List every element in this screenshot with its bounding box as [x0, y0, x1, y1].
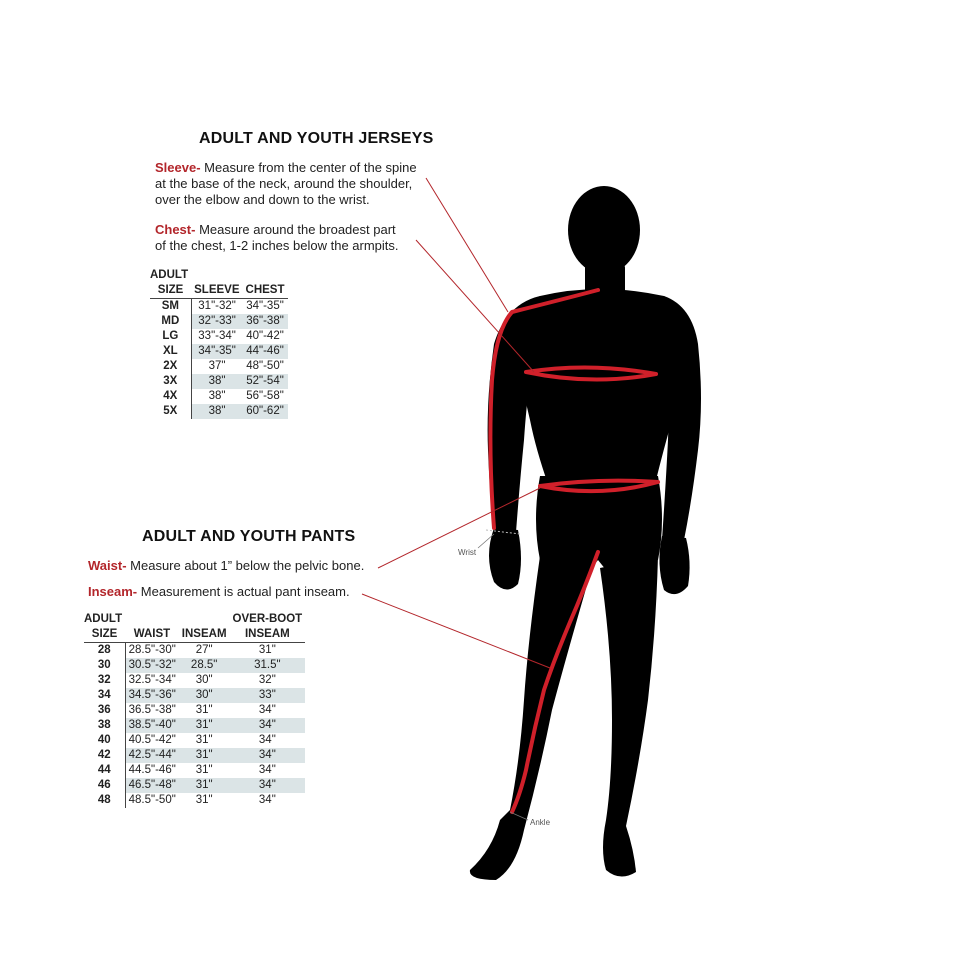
chest-description: [155, 222, 399, 254]
jersey-table-row: [150, 389, 288, 404]
chest-term: Chest-: [155, 222, 196, 237]
pants-value-cell: 28.5": [179, 658, 230, 673]
pants-value-cell: 40.5"-42": [128, 734, 176, 746]
jersey-value-cell: 38": [191, 374, 242, 389]
pants-table-row: [84, 748, 305, 763]
pants-size-cell: 46: [84, 778, 125, 793]
jersey-value-cell: 37": [208, 360, 226, 372]
pants-col-inseam: INSEAM: [179, 627, 230, 643]
pants-value-cell: 34": [230, 718, 306, 733]
jersey-size-cell: LG: [150, 329, 191, 344]
pants-size-cell: 36: [84, 703, 125, 718]
inseam-text: Measurement is actual pant inseam.: [140, 584, 350, 599]
pants-value-cell: 34": [258, 794, 276, 806]
jersey-value-cell: 34"-35": [191, 344, 242, 359]
jersey-table-row: [150, 329, 288, 344]
pants-size-cell: 32: [84, 673, 125, 688]
pants-size-cell: 38: [84, 718, 125, 733]
jersey-value-cell: 38": [208, 390, 226, 402]
jersey-value-cell: 31"-32": [198, 300, 236, 312]
jersey-size-cell: 5X: [150, 404, 191, 419]
jersey-table-row: [150, 299, 288, 315]
pants-size-cell: 28: [84, 643, 125, 659]
pants-value-cell: 33": [230, 688, 306, 703]
pants-value-cell: 31": [179, 718, 230, 733]
jersey-size-cell: 2X: [150, 359, 191, 374]
pants-value-cell: 34": [258, 764, 276, 776]
jersey-table-row: [150, 374, 288, 389]
pants-table-row: [84, 688, 305, 703]
pants-value-cell: 34": [230, 778, 306, 793]
pants-table-row: [84, 793, 305, 808]
jersey-value-cell: 60"-62": [243, 404, 288, 419]
pants-value-cell: 46.5"-48": [125, 778, 179, 793]
pants-table-row: [84, 718, 305, 733]
jersey-table-row: [150, 404, 288, 419]
pants-value-cell: 34": [258, 734, 276, 746]
pants-value-cell: 31": [195, 764, 213, 776]
pants-title: ADULT AND YOUTH PANTS: [142, 528, 356, 545]
pants-value-cell: 34": [258, 704, 276, 716]
pants-value-cell: 42.5"-44": [125, 748, 179, 763]
pants-value-cell: 34": [230, 748, 306, 763]
jersey-value-cell: 56"-58": [246, 390, 284, 402]
pants-value-cell: 48.5"-50": [128, 794, 176, 806]
sleeve-description: [155, 160, 417, 208]
pants-table-row: [84, 703, 305, 718]
sleeve-line-2: at the base of the neck, around the shoulder,: [155, 176, 413, 191]
jersey-table-row: [150, 314, 288, 329]
jersey-size-cell: SM: [150, 299, 191, 315]
sleeve-line-3: over the elbow and down to the wrist.: [155, 192, 370, 207]
pants-table-row: [84, 733, 305, 748]
pants-size-cell: 30: [84, 658, 125, 673]
pants-value-cell: 27": [195, 644, 213, 656]
pants-table-row: [84, 673, 305, 688]
pants-value-cell: 32": [258, 674, 276, 686]
pants-size-cell: 40: [84, 733, 125, 748]
pants-value-cell: 44.5"-46": [128, 764, 176, 776]
pants-value-cell: 31": [195, 794, 213, 806]
pants-value-cell: 30": [195, 674, 213, 686]
pants-overboot-label: OVER-BOOT: [232, 613, 303, 625]
pants-col-waist: WAIST: [125, 627, 179, 643]
pants-value-cell: 31": [179, 748, 230, 763]
pants-value-cell: 30": [179, 688, 230, 703]
pants-value-cell: 38.5"-40": [125, 718, 179, 733]
pants-value-cell: 34.5"-36": [125, 688, 179, 703]
jersey-table-row: [150, 359, 288, 374]
sleeve-line-1: Measure from the center of the spine: [204, 160, 417, 175]
waist-term: Waist-: [88, 558, 127, 573]
inseam-term: Inseam-: [88, 584, 138, 599]
pants-value-cell: 31.5": [230, 658, 306, 673]
pants-value-cell: 31": [195, 734, 213, 746]
jersey-value-cell: 36"-38": [243, 314, 288, 329]
silhouette: [470, 186, 701, 880]
jersey-size-cell: 4X: [150, 389, 191, 404]
jersey-value-cell: 33"-34": [198, 330, 236, 342]
jersey-size-cell: 3X: [150, 374, 191, 389]
pants-value-cell: 31": [179, 778, 230, 793]
chest-line-1: Measure around the broadest part: [199, 222, 396, 237]
jersey-group-label: ADULT: [150, 269, 189, 281]
inseam-description: [88, 584, 350, 600]
jersey-value-cell: 34"-35": [246, 300, 284, 312]
pants-size-table: [84, 612, 305, 808]
pants-table-row: [84, 658, 305, 673]
pants-value-cell: 36.5"-38": [128, 704, 176, 716]
jersey-value-cell: 44"-46": [243, 344, 288, 359]
pants-group-label: ADULT: [84, 613, 123, 625]
pants-value-cell: 30.5"-32": [125, 658, 179, 673]
pants-table-row: [84, 643, 305, 659]
chest-line-2: of the chest, 1-2 inches below the armpits.: [155, 238, 399, 253]
jerseys-title: ADULT AND YOUTH JERSEYS: [199, 130, 434, 147]
waist-text: Measure about 1” below the pelvic bone.: [130, 558, 365, 573]
pants-col-size: SIZE: [84, 627, 125, 643]
jersey-size-table: [150, 268, 288, 419]
wrist-label: Wrist: [458, 548, 477, 557]
jersey-value-cell: 48"-50": [246, 360, 284, 372]
pants-table-row: [84, 778, 305, 793]
sleeve-term: Sleeve-: [155, 160, 201, 175]
jersey-table-row: [150, 344, 288, 359]
jersey-value-cell: 52"-54": [243, 374, 288, 389]
jersey-col-size: SIZE: [150, 283, 191, 299]
waist-description: [88, 558, 364, 574]
pants-value-cell: 28.5"-30": [128, 644, 176, 656]
jersey-size-cell: MD: [150, 314, 191, 329]
pants-size-cell: 34: [84, 688, 125, 703]
jersey-col-sleeve: SLEEVE: [191, 283, 242, 299]
jersey-col-chest: CHEST: [243, 283, 288, 299]
pants-table-row: [84, 763, 305, 778]
ankle-label: Ankle: [530, 818, 551, 827]
pants-col-overboot-inseam: INSEAM: [230, 627, 306, 643]
jersey-value-cell: 38": [191, 404, 242, 419]
pants-size-cell: 44: [84, 763, 125, 778]
jersey-value-cell: 40"-42": [246, 330, 284, 342]
jersey-value-cell: 32"-33": [191, 314, 242, 329]
pants-value-cell: 32.5"-34": [128, 674, 176, 686]
pants-size-cell: 42: [84, 748, 125, 763]
pants-value-cell: 31": [195, 704, 213, 716]
jersey-size-cell: XL: [150, 344, 191, 359]
pants-value-cell: 31": [258, 644, 276, 656]
pants-size-cell: 48: [84, 793, 125, 808]
